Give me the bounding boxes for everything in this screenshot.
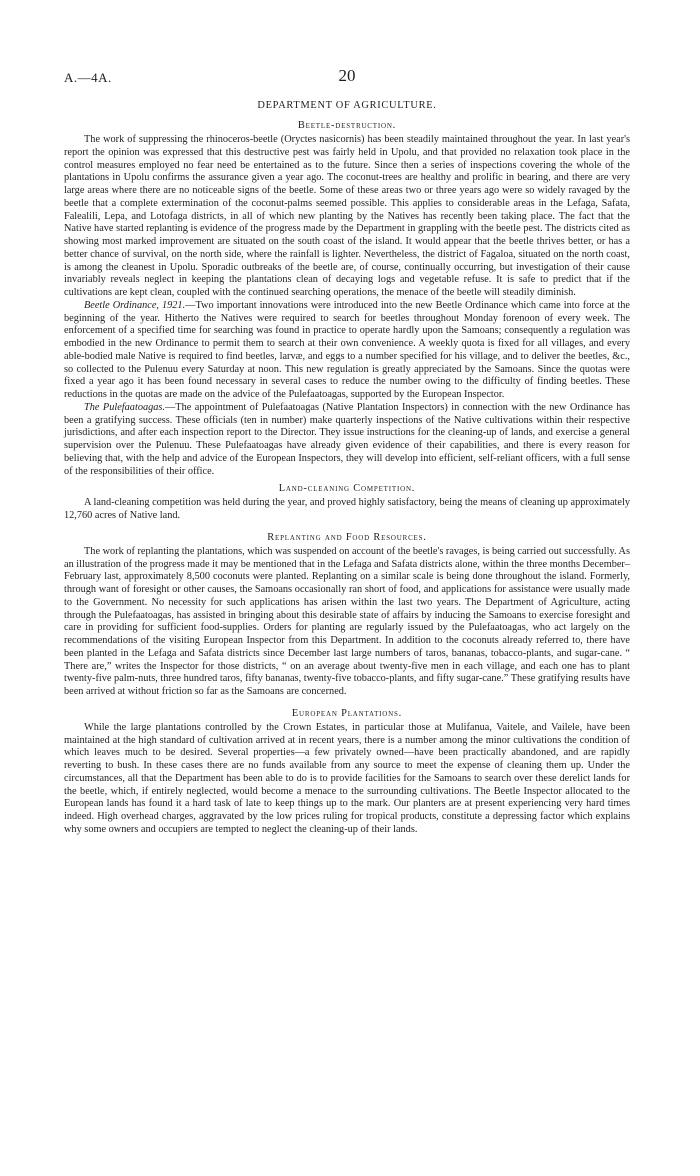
section-heading-beetle-destruction: Beetle-destruction. <box>297 120 397 131</box>
paragraph-text: The work of suppressing the rhinoceros-beetle (Oryctes nasicornis) has been steadily maintained throughout the year. In last year's report the opinion was expressed that this destructive pest was fairly held in Upolu, and that provided no relaxation took place in the control measures employed no fear need be entertained as to the future. Since then a series of inspections covering the whole of the plantations in Upolu confirms the assurance given a year ago. The coconut-trees are healthy and prolific in bearing, and there are very large areas where there are no noticeable signs of the beetle. Some of these areas two or three years ago were so widely ravaged by the beetle that a complete extermination of the coconut-palms seemed possible. This applies to considerable areas in the Lefaga, Safata, Falealili, Lepa, and Lotofaga districts, in all of which new planting by the Natives has recently been taking place. The fact that the Native have started replanting is evidence of the progress made by the Department in grappling with the beetle pest. The districts cited as showing most marked improvement are situated on the south coast of the island. It would appear that the beetle thrives better, or has a better chance of survival, on the north side, where the rainfall is lighter. Nevertheless, the district of Fagaloa, situated on the north coast, is among the cleanest in Upolu. Sporadic outbreaks of the beetle are, of course, continually occurring, but investigation of their cause invariably reveals neglect in keeping the plantations clean of decaying logs and vegetable refuse. It is safe to predict that if the cultivations are kept clean, coupled with the continued searching operations, the menace of the beetle will steadily diminish. <box>64 134 630 298</box>
section-heading-replanting: Replanting and Food Resources. <box>267 531 427 543</box>
page-number: 20 <box>338 66 356 85</box>
paragraph <box>64 546 630 699</box>
paragraph-text: —The appointment of Pulefaatoagas (Native Plantation Inspectors) in connection with the new Ordinance has been a gratifying success. These officials (ten in number) make quarterly inspections of the Native cultivations within their respective jurisdictions, and after each inspection report to the Director. They issue instructions for the cleaning-up of lands, and exercise a general supervision over the Pulenuu. These Pulefaatoagas have already given evidence of their capabilities, and there is every reason for believing that, with the help and advice of the European Inspectors, they will develop into efficient, self-reliant officers, with a full sense of the responsibilities of their office. <box>64 401 630 477</box>
section-heading-land-cleaning: Land-cleaning Competition. <box>278 483 416 495</box>
paragraph-text: —Two important innovations were introduced into the new Beetle Ordinance which came into force at the beginning of the year. Hitherto the Natives were required to search for beetles throughout Monday forenoon of every week. The enforcement of a specified time for searching was found in practice to operate hardly upon the Samoans; consequently a regulation was embodied in the new Ordinance to permit them to search at their own convenience. A weekly quota is fixed for all villages, and every able-bodied male Native is required to find beetles, larvæ, and eggs to a number specified for his village, and to deliver the beetles, &c., so collected to the Pulenuu every Saturday at noon. This new regulation is greatly appreciated by the Samoans. Since the quotas were fixed a year ago it has been found necessary in several cases to reduce the number owing to the difficulty of finding beetles. These reductions in the quotas are made on the advice of the Pulefaatoagas, supported by the European Inspector. <box>64 299 630 400</box>
paragraph-text: A land-cleaning competition was held during the year, and proved highly satisfactory, being the means of cleaning up approximately 12,760 acres of Native land. <box>64 497 630 521</box>
paragraph <box>64 402 630 479</box>
run-in-heading: The Pulefaatoagas. <box>84 401 165 413</box>
document-body <box>64 118 630 837</box>
page-header <box>64 66 630 92</box>
run-in-heading: Beetle Ordinance, 1921. <box>84 299 186 311</box>
department-title: DEPARTMENT OF AGRICULTURE. <box>257 100 437 111</box>
paragraph <box>64 300 630 402</box>
paragraph-text: While the large plantations controlled by the Crown Estates, in particular those at Mulifanua, Vaitele, and Vailele, have been maintained at the high standard of cultivation arrived at in recent years, there is a number among the minor cultivations the condition of which leaves much to be desired. Several properties—a few privately owned—have been practically abandoned, and are rapidly reverting to bush. In these cases there are no funds available from any source to meet the expense of cleaning them up. Under the circumstances, all that the Department has been able to do is to provide facilities for the Samoans to search over these derelict lands for the beetle, which, if entirely neglected, would become a menace to the surrounding cultivations. The Beetle Inspector allocated to the European lands has found it a hard task of late to keep things up to the mark. Our planters are at present experiencing very hard times indeed. High overhead charges, aggravated by the low prices ruling for tropical products, constitute a depressing factor which explains why some owners and occupiers are tempted to neglect the cleaning-up of their lands. <box>64 721 630 835</box>
section-heading-european-plantations: European Plantations. <box>291 707 403 719</box>
paragraph <box>64 134 630 300</box>
document-reference: A.—4A. <box>64 70 112 85</box>
paragraph-text: The work of replanting the plantations, which was suspended on account of the beetle's ravages, is being carried out successfully. As an illustration of the progress made it may be mentioned that in the Lefaga and Safata districts alone, within the three months December–February last, approximately 8,500 coconuts were planted. Replanting on a similar scale is being done throughout the island. Formerly, through want of foresight or other causes, the Samoans occasionally ran short of food, and applications for assistance were usually made to the Government. No necessity for such applications has arisen within the last two years. The Department of Agriculture, acting through the Pulefaatoagas, has assisted in bringing about this desirable state of affairs by inducing the Samoans to exercise foresight and care in providing for sufficient food-supplies. Orders for planting are regularly issued by the Pulefaatoagas, who act largely on the recommendations of the visiting European Inspector from this Department. In addition to the coconuts already referred to, there have been planted in the Lefaga and Safata districts since December last large numbers of taros, bananas, tobacco-plants, and sugar-cane. “ There are,” writes the Inspector for those districts, “ on an average about twenty-five men in each village, and each one has to plant twenty-five palm-nuts, three hundred taros, fifty bananas, twenty-five tobacco-plants, and fifty sugar-cane.” These gratifying results have been arrived at without friction so far as the Samoans are concerned. <box>64 545 630 697</box>
paragraph <box>64 722 630 837</box>
paragraph <box>64 497 630 523</box>
